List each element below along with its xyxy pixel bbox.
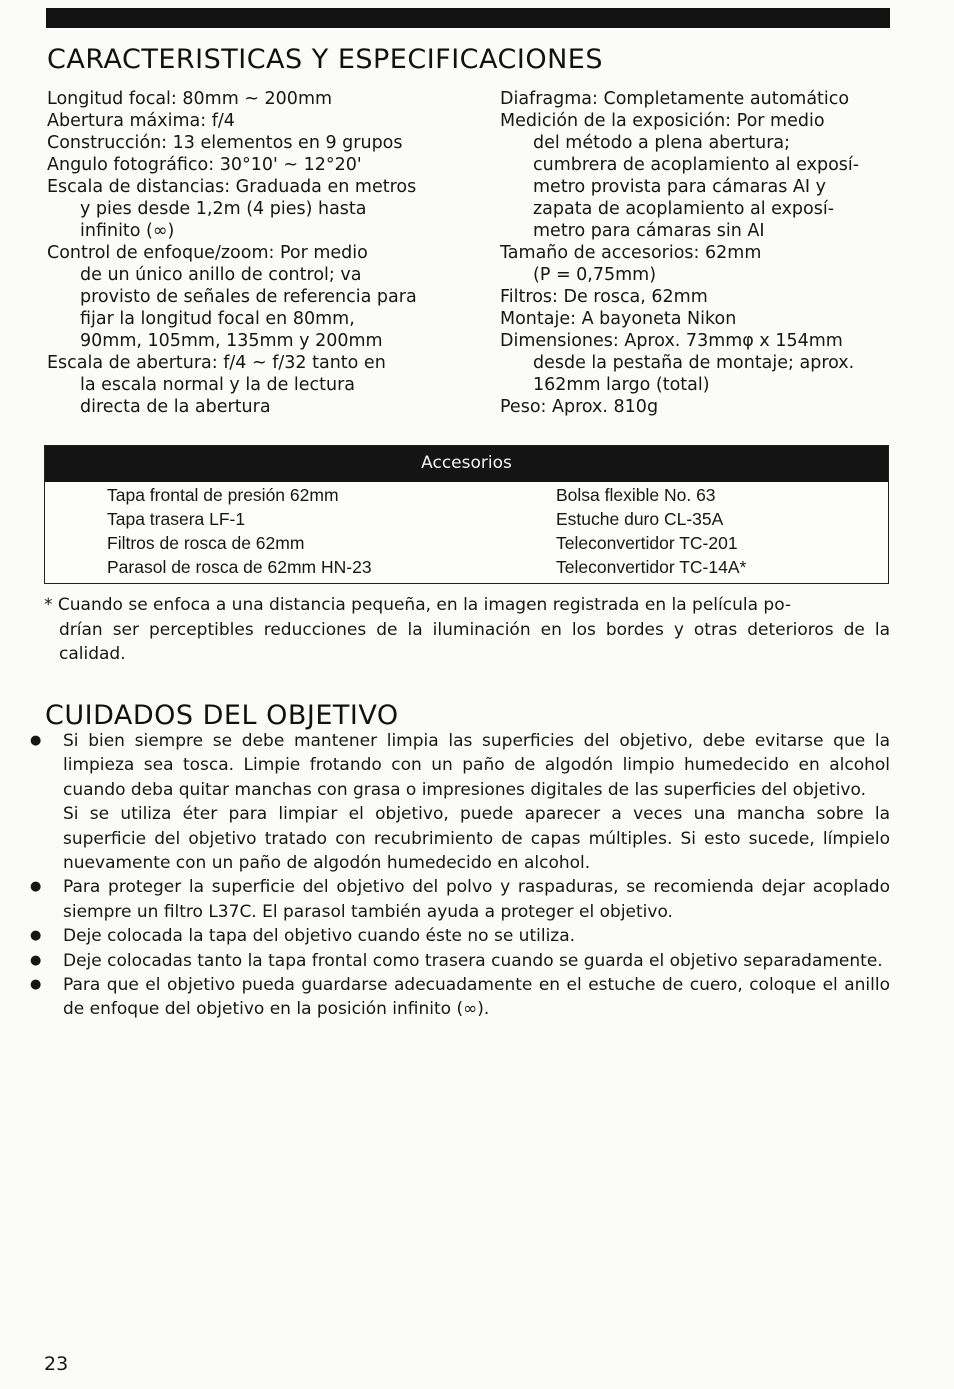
accessory-item: Parasol de rosca de 62mm HN-23: [107, 557, 372, 577]
care-paragraph: Para que el objetivo pueda guardarse adecuadamente en el estuche de cuero, coloque el anillo de enfoque del objetivo en la posición infinito (∞).: [63, 975, 890, 1020]
spec-item: [47, 242, 487, 352]
spec-key: Diafragma:: [500, 89, 598, 109]
accessories-left-list: [107, 483, 372, 579]
spec-value: 80mm ~ 200mm: [182, 89, 333, 109]
bullet-icon: ●: [30, 977, 42, 993]
spec-item: [500, 110, 900, 242]
spec-item: [47, 110, 487, 132]
spec-continuation: metro para cámaras sin AI: [533, 221, 765, 241]
spec-continuation: la escala normal y la de lectura: [80, 375, 356, 395]
specs-right-column: [500, 88, 900, 418]
page-title: CARACTERISTICAS Y ESPECIFICACIONES: [47, 44, 603, 75]
spec-value: 30°10' ~ 12°20': [219, 155, 362, 175]
spec-value: Graduada en metros: [235, 177, 417, 197]
spec-continuation: y pies desde 1,2m (4 pies) hasta: [80, 199, 367, 219]
spec-continuation: cumbrera de acoplamiento al exposí-: [533, 155, 860, 175]
accessory-item: Filtros de rosca de 62mm: [107, 533, 305, 553]
spec-continuation: de un único anillo de control; va: [80, 265, 362, 285]
spec-key: Abertura máxima:: [47, 111, 207, 131]
care-list: [30, 729, 890, 1022]
spec-key: Filtros:: [500, 287, 558, 307]
spec-value: Por medio: [736, 111, 825, 131]
spec-key: Construcción:: [47, 133, 168, 153]
accessories-heading: Accesorios: [45, 446, 888, 482]
care-list-item: [30, 924, 890, 948]
spec-key: Escala de abertura:: [47, 353, 218, 373]
accessory-item: Tapa frontal de presión 62mm: [107, 485, 339, 505]
spec-value: Aprox. 810g: [552, 397, 659, 417]
spec-key: Peso:: [500, 397, 547, 417]
spec-value: Por medio: [279, 243, 368, 263]
top-black-bar: [46, 8, 890, 28]
spec-key: Montaje:: [500, 309, 577, 329]
accessory-item: Tapa trasera LF-1: [107, 509, 246, 529]
accessory-item: Teleconvertidor TC-14A*: [556, 557, 747, 577]
care-list-item: [30, 729, 890, 875]
spec-value: f/4: [211, 111, 235, 131]
spec-continuation: desde la pestaña de montaje; aprox.: [533, 353, 855, 373]
care-list-item: [30, 949, 890, 973]
accessories-right-list: [556, 483, 746, 579]
spec-continuation: (P = 0,75mm): [533, 265, 657, 285]
footnote-continuation: drían ser perceptibles reducciones de la iluminación en los bordes y otras deterioros de la calidad.: [59, 619, 890, 664]
spec-key: Angulo fotográfico:: [47, 155, 215, 175]
spec-continuation: directa de la abertura: [80, 397, 271, 417]
spec-key: Longitud focal:: [47, 89, 177, 109]
spec-value: Completamente automático: [603, 89, 850, 109]
spec-value: f/4 ~ f/32 tanto en: [223, 353, 386, 373]
bullet-icon: ●: [30, 952, 42, 968]
accessory-item: Teleconvertidor TC-201: [556, 533, 738, 553]
specs-left-column: [47, 88, 487, 418]
spec-item: [500, 396, 900, 418]
spec-continuation: 162mm largo (total): [533, 375, 710, 395]
spec-item: [47, 176, 487, 242]
bullet-icon: ●: [30, 879, 42, 895]
spec-continuation: provisto de señales de referencia para: [80, 287, 417, 307]
spec-value: De rosca, 62mm: [563, 287, 708, 307]
spec-item: [47, 352, 487, 418]
spec-key: Tamaño de accesorios:: [500, 243, 700, 263]
care-list-item: [30, 973, 890, 1022]
spec-item: [500, 286, 900, 308]
page-number: 23: [44, 1353, 69, 1375]
accessory-item: Estuche duro CL-35A: [556, 509, 724, 529]
spec-item: [47, 132, 487, 154]
spec-item: [500, 308, 900, 330]
spec-item: [47, 154, 487, 176]
care-paragraph: Deje colocadas tanto la tapa frontal como trasera cuando se guarda el objetivo separadamente.: [63, 950, 883, 971]
spec-key: Control de enfoque/zoom:: [47, 243, 275, 263]
spec-continuation: 90mm, 105mm, 135mm y 200mm: [80, 331, 383, 351]
spec-item: [47, 88, 487, 110]
spec-continuation: del método a plena abertura;: [533, 133, 791, 153]
spec-item: [500, 330, 900, 396]
care-paragraph: Si se utiliza éter para limpiar el objetivo, puede aparecer a veces una mancha sobre la superficie del objetivo tratado con recubrimiento de capas múltiples. Si esto sucede, límpielo nuevamente con un paño de algodón humedecido en alcohol.: [63, 804, 890, 874]
bullet-icon: ●: [30, 733, 42, 748]
spec-continuation: metro provista para cámaras AI y: [533, 177, 826, 197]
spec-continuation: fijar la longitud focal en 80mm,: [80, 309, 355, 329]
spec-key: Medición de la exposición:: [500, 111, 732, 131]
care-paragraph: Para proteger la superficie del objetivo del polvo y raspaduras, se recomienda dejar acoplado siempre un filtro L37C. El parasol también ayuda a proteger el objetivo.: [63, 877, 890, 922]
footnote: [44, 593, 890, 667]
spec-key: Escala de distancias:: [47, 177, 231, 197]
care-paragraph: Si bien siempre se debe mantener limpia las superficies del objetivo, debe evitarse que la limpieza sea tosca. Limpie frotando con un paño de algodón limpio humedecido en alcohol cuando deba quitar manchas con grasa o impresiones digitales de las superficies del objetivo.: [63, 731, 890, 800]
spec-value: Aprox. 73mmφ x 154mm: [624, 331, 843, 351]
care-paragraph: Deje colocada la tapa del objetivo cuando éste no se utiliza.: [63, 926, 576, 947]
spec-continuation: zapata de acoplamiento al exposí-: [533, 199, 835, 219]
accessories-box: [44, 445, 889, 584]
spec-key: Dimensiones:: [500, 331, 619, 351]
bullet-icon: ●: [30, 928, 42, 944]
accessory-item: Bolsa flexible No. 63: [556, 485, 716, 505]
spec-item: [500, 88, 900, 110]
spec-continuation: infinito (∞): [80, 221, 175, 241]
spec-value: 13 elementos en 9 grupos: [172, 133, 403, 153]
care-list-item: [30, 875, 890, 924]
care-section-title: CUIDADOS DEL OBJETIVO: [45, 700, 399, 731]
spec-value: A bayoneta Nikon: [581, 309, 737, 329]
spec-item: [500, 242, 900, 286]
spec-value: 62mm: [705, 243, 762, 263]
footnote-first-line: * Cuando se enfoca a una distancia pequeña, en la imagen registrada en la película po-: [44, 595, 792, 615]
